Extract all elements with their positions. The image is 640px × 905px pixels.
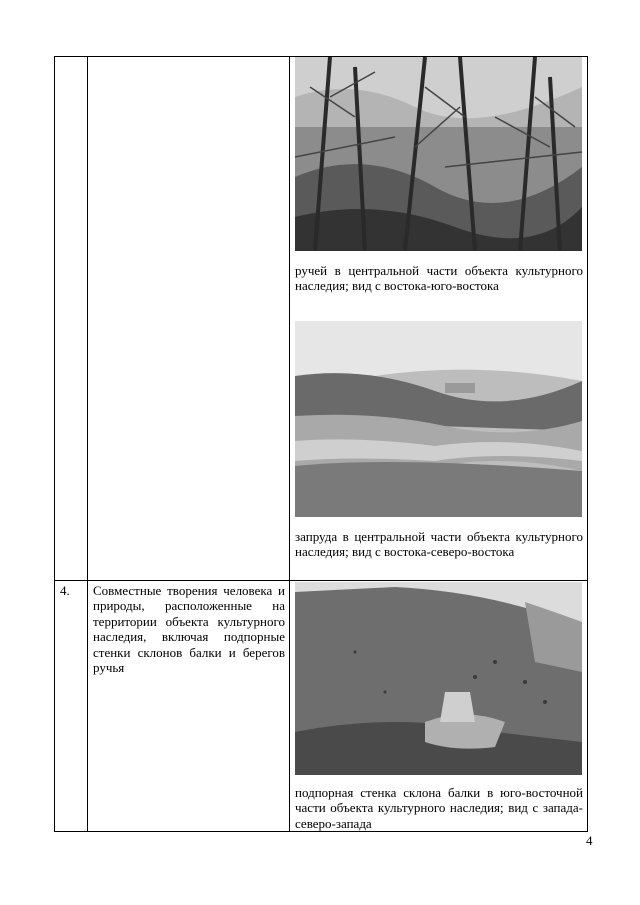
photo-caption: подпорная стенка склона балки в юго-восточной части объекта культурного наследия; вид с запада-северо-запада: [295, 785, 583, 831]
table-row-divider: [54, 580, 588, 581]
row-description: Совместные творения человека и природы, расположенные на территории объекта культурного наследия, включая подпорные стенки склонов балки и берегов ручья: [93, 583, 285, 676]
table-right-border: [587, 56, 588, 832]
forest-thicket-photo: [295, 57, 582, 251]
table-left-border: [54, 56, 55, 832]
page-number: 4: [586, 833, 593, 848]
row-number: 4.: [60, 583, 70, 598]
photo-caption: ручей в центральной части объекта культурного наследия; вид с востока-юго-востока: [295, 263, 583, 294]
pond-landscape-photo: [295, 321, 582, 517]
table-column-divider: [289, 56, 290, 832]
table-column-divider: [87, 56, 88, 832]
photo-caption: запруда в центральной части объекта культурного наследия; вид с востока-северо-востока: [295, 529, 583, 560]
retaining-slope-photo: [295, 582, 582, 775]
